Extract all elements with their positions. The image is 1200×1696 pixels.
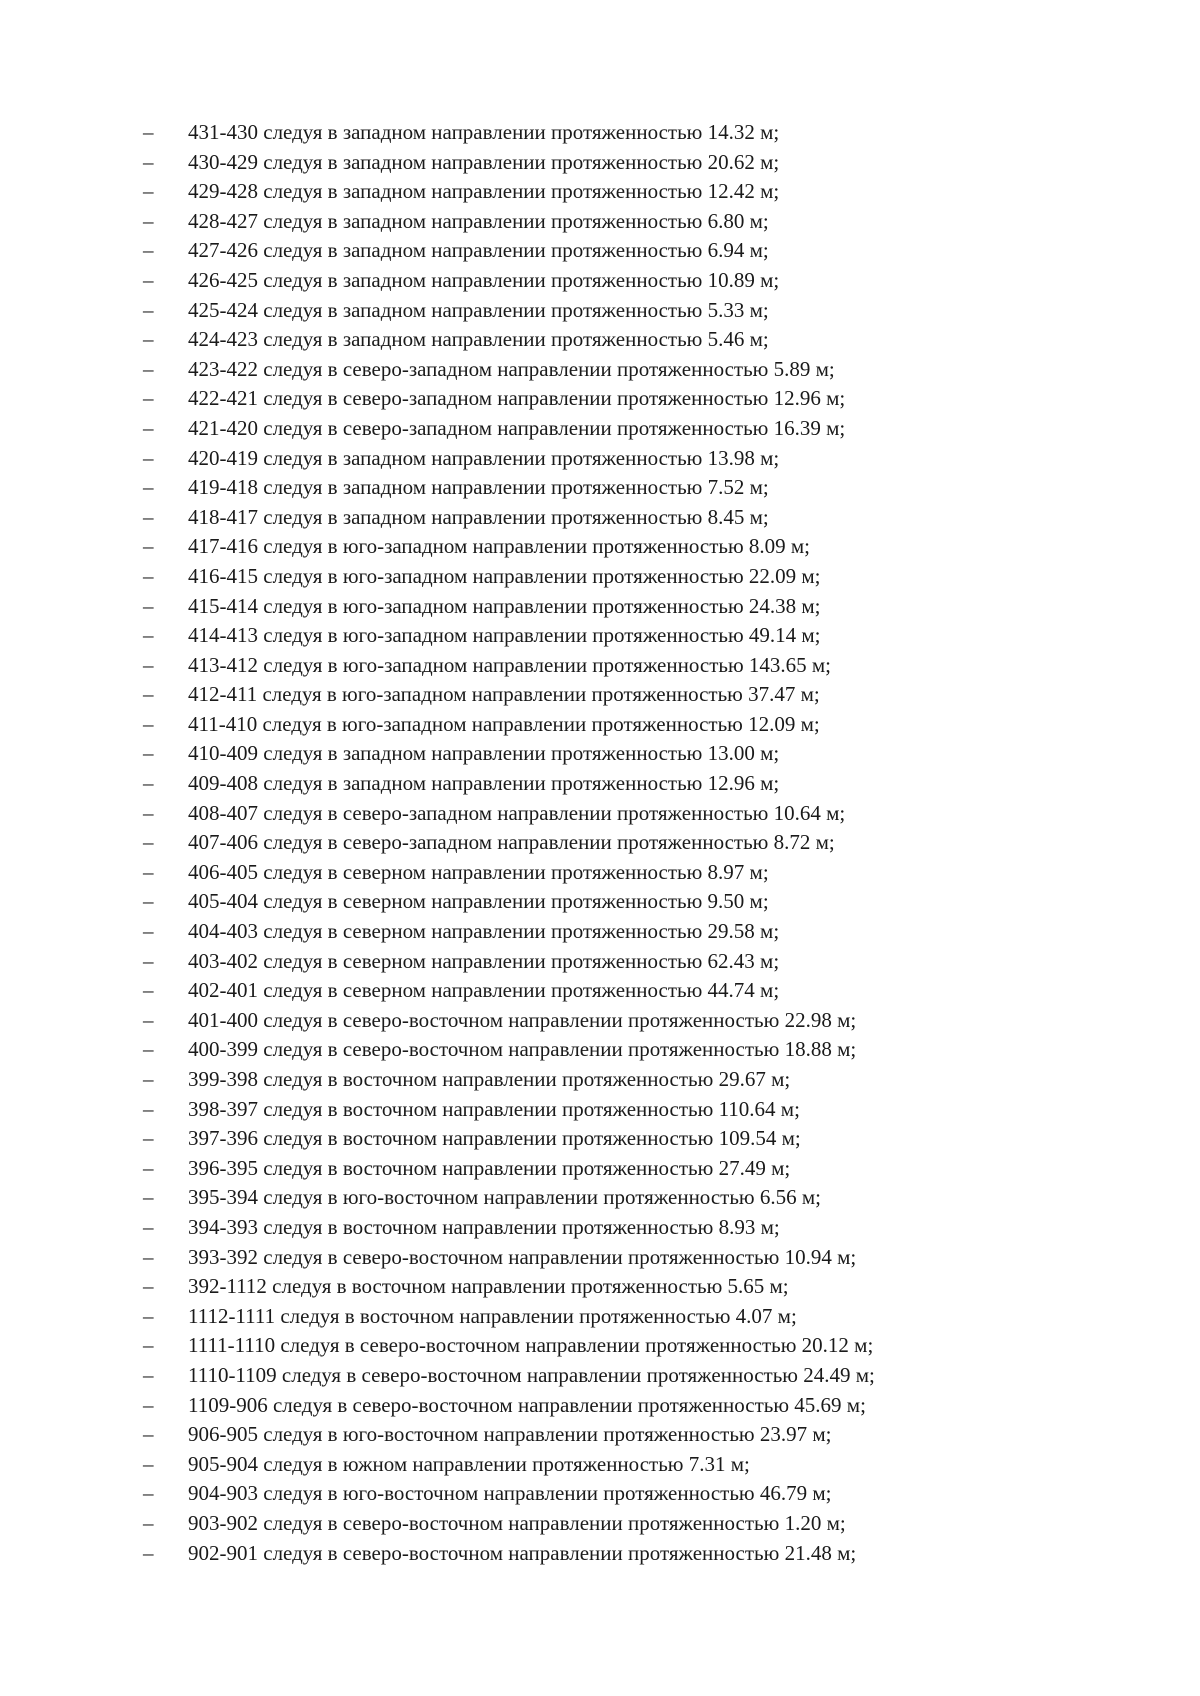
list-item	[0, 1302, 1200, 1332]
list-item	[0, 887, 1200, 917]
dash-bullet: –	[143, 1540, 154, 1565]
segment-description: 428-427 следуя в западном направлении протяженностью 6.80 м;	[188, 208, 769, 233]
dash-bullet: –	[143, 652, 154, 677]
segment-description: 423-422 следуя в северо-западном направлении протяженностью 5.89 м;	[188, 356, 835, 381]
list-item	[0, 296, 1200, 326]
segment-description: 419-418 следуя в западном направлении протяженностью 7.52 м;	[188, 475, 769, 500]
dash-bullet: –	[143, 1333, 154, 1358]
list-item	[0, 1272, 1200, 1302]
dash-bullet: –	[143, 297, 154, 322]
dash-bullet: –	[143, 1126, 154, 1151]
dash-bullet: –	[143, 1037, 154, 1062]
list-item	[0, 592, 1200, 622]
list-item	[0, 1479, 1200, 1509]
dash-bullet: –	[143, 415, 154, 440]
segment-description: 430-429 следуя в западном направлении протяженностью 20.62 м;	[188, 149, 780, 174]
list-item	[0, 1361, 1200, 1391]
dash-bullet: –	[143, 623, 154, 648]
dash-bullet: –	[143, 386, 154, 411]
segment-description: 415-414 следуя в юго-западном направлении протяженностью 24.38 м;	[188, 593, 821, 618]
list-item	[0, 503, 1200, 533]
list-item	[0, 799, 1200, 829]
segment-description: 420-419 следуя в западном направлении протяженностью 13.98 м;	[188, 445, 780, 470]
segment-description: 409-408 следуя в западном направлении протяженностью 12.96 м;	[188, 771, 780, 796]
dash-bullet: –	[143, 327, 154, 352]
list-item	[0, 473, 1200, 503]
segment-description: 413-412 следуя в юго-западном направлении протяженностью 143.65 м;	[188, 652, 832, 677]
list-item	[0, 1391, 1200, 1421]
dash-bullet: –	[143, 534, 154, 559]
dash-bullet: –	[143, 238, 154, 263]
dash-bullet: –	[143, 1392, 154, 1417]
list-item	[0, 1095, 1200, 1125]
segment-description: 395-394 следуя в юго-восточном направлении протяженностью 6.56 м;	[188, 1185, 821, 1210]
list-item	[0, 1006, 1200, 1036]
dash-bullet: –	[143, 1007, 154, 1032]
segment-description: 398-397 следуя в восточном направлении протяженностью 110.64 м;	[188, 1096, 800, 1121]
list-item	[0, 1183, 1200, 1213]
dash-bullet: –	[143, 1451, 154, 1476]
dash-bullet: –	[143, 771, 154, 796]
list-item	[0, 1450, 1200, 1480]
dash-bullet: –	[143, 504, 154, 529]
list-item	[0, 1213, 1200, 1243]
segment-description: 410-409 следуя в западном направлении протяженностью 13.00 м;	[188, 741, 780, 766]
segment-description: 408-407 следуя в северо-западном направлении протяженностью 10.64 м;	[188, 800, 846, 825]
dash-bullet: –	[143, 1244, 154, 1269]
segment-description: 393-392 следуя в северо-восточном направлении протяженностью 10.94 м;	[188, 1244, 857, 1269]
list-item	[0, 828, 1200, 858]
segment-description: 421-420 следуя в северо-западном направлении протяженностью 16.39 м;	[188, 415, 846, 440]
list-item	[0, 532, 1200, 562]
segment-description: 416-415 следуя в юго-западном направлении протяженностью 22.09 м;	[188, 563, 821, 588]
dash-bullet: –	[143, 682, 154, 707]
dash-bullet: –	[143, 149, 154, 174]
dash-bullet: –	[143, 741, 154, 766]
list-item	[0, 444, 1200, 474]
list-item	[0, 739, 1200, 769]
segment-description: 401-400 следуя в северо-восточном направлении протяженностью 22.98 м;	[188, 1007, 857, 1032]
segment-description: 394-393 следуя в восточном направлении протяженностью 8.93 м;	[188, 1214, 780, 1239]
segment-description: 404-403 следуя в северном направлении протяженностью 29.58 м;	[188, 919, 780, 944]
segment-description: 397-396 следуя в восточном направлении протяженностью 109.54 м;	[188, 1126, 801, 1151]
dash-bullet: –	[143, 1185, 154, 1210]
segment-description: 902-901 следуя в северо-восточном направлении протяженностью 21.48 м;	[188, 1540, 857, 1565]
list-item	[0, 148, 1200, 178]
segment-description: 422-421 следуя в северо-западном направлении протяженностью 12.96 м;	[188, 386, 846, 411]
list-item	[0, 1331, 1200, 1361]
list-item	[0, 680, 1200, 710]
list-item	[0, 207, 1200, 237]
segment-description: 406-405 следуя в северном направлении протяженностью 8.97 м;	[188, 859, 769, 884]
dash-bullet: –	[143, 1067, 154, 1091]
dash-bullet: –	[143, 948, 154, 973]
dash-bullet: –	[143, 889, 154, 914]
segment-description: 403-402 следуя в северном направлении протяженностью 62.43 м;	[188, 948, 780, 973]
segment-description: 905-904 следуя в южном направлении протяженностью 7.31 м;	[188, 1451, 750, 1476]
dash-bullet: –	[143, 1481, 154, 1506]
segment-description: 405-404 следуя в северном направлении протяженностью 9.50 м;	[188, 889, 769, 914]
dash-bullet: –	[143, 179, 154, 204]
dash-bullet: –	[143, 356, 154, 381]
segment-description: 411-410 следуя в юго-западном направлении протяженностью 12.09 м;	[188, 711, 820, 736]
list-item	[0, 177, 1200, 207]
list-item	[0, 266, 1200, 296]
list-item	[0, 917, 1200, 947]
segment-description: 417-416 следуя в юго-западном направлении протяженностью 8.09 м;	[188, 534, 811, 559]
segment-description: 425-424 следуя в западном направлении протяженностью 5.33 м;	[188, 297, 769, 322]
segment-description: 1112-1111 следуя в восточном направлении протяженностью 4.07 м;	[188, 1303, 797, 1328]
segment-description: 1111-1110 следуя в северо-восточном направлении протяженностью 20.12 м;	[188, 1333, 874, 1358]
segment-description: 402-401 следуя в северном направлении протяженностью 44.74 м;	[188, 978, 780, 1003]
segment-description: 903-902 следуя в северо-восточном направлении протяженностью 1.20 м;	[188, 1510, 846, 1535]
list-item	[0, 355, 1200, 385]
segment-description: 427-426 следуя в западном направлении протяженностью 6.94 м;	[188, 238, 769, 263]
dash-bullet: –	[143, 267, 154, 292]
segment-description: 392-1112 следуя в восточном направлении протяженностью 5.65 м;	[188, 1274, 789, 1299]
list-item	[0, 769, 1200, 799]
segment-description: 426-425 следуя в западном направлении протяженностью 10.89 м;	[188, 267, 780, 292]
list-item	[0, 710, 1200, 740]
list-item	[0, 384, 1200, 414]
list-item	[0, 1065, 1200, 1095]
list-item	[0, 325, 1200, 355]
segment-description: 1110-1109 следуя в северо-восточном направлении протяженностью 24.49 м;	[188, 1362, 875, 1387]
segment-description: 414-413 следуя в юго-западном направлении протяженностью 49.14 м;	[188, 623, 821, 648]
dash-bullet: –	[143, 120, 154, 144]
segment-description: 407-406 следуя в северо-западном направлении протяженностью 8.72 м;	[188, 830, 835, 855]
dash-bullet: –	[143, 800, 154, 825]
list-item	[0, 651, 1200, 681]
list-item	[0, 1154, 1200, 1184]
dash-bullet: –	[143, 1362, 154, 1387]
dash-bullet: –	[143, 208, 154, 233]
list-item	[0, 1539, 1200, 1569]
segment-description: 399-398 следуя в восточном направлении протяженностью 29.67 м;	[188, 1067, 791, 1091]
dash-bullet: –	[143, 475, 154, 500]
dash-bullet: –	[143, 859, 154, 884]
dash-bullet: –	[143, 978, 154, 1003]
dash-bullet: –	[143, 445, 154, 470]
segment-description: 904-903 следуя в юго-восточном направлении протяженностью 46.79 м;	[188, 1481, 832, 1506]
list-item	[0, 118, 1200, 148]
dash-bullet: –	[143, 1214, 154, 1239]
segment-description: 418-417 следуя в западном направлении протяженностью 8.45 м;	[188, 504, 769, 529]
dash-bullet: –	[143, 563, 154, 588]
list-item	[0, 1509, 1200, 1539]
list-item	[0, 1243, 1200, 1273]
list-item	[0, 562, 1200, 592]
segment-description: 396-395 следуя в восточном направлении протяженностью 27.49 м;	[188, 1155, 791, 1180]
list-item	[0, 1124, 1200, 1154]
dash-bullet: –	[143, 1422, 154, 1447]
dash-bullet: –	[143, 1155, 154, 1180]
dash-bullet: –	[143, 830, 154, 855]
dash-bullet: –	[143, 711, 154, 736]
segment-description: 431-430 следуя в западном направлении протяженностью 14.32 м;	[188, 120, 780, 144]
dash-bullet: –	[143, 919, 154, 944]
list-item	[0, 621, 1200, 651]
list-item	[0, 858, 1200, 888]
segment-description: 906-905 следуя в юго-восточном направлении протяженностью 23.97 м;	[188, 1422, 832, 1447]
segment-description: 429-428 следуя в западном направлении протяженностью 12.42 м;	[188, 179, 780, 204]
dash-bullet: –	[143, 1510, 154, 1535]
dash-bullet: –	[143, 1274, 154, 1299]
segment-description: 400-399 следуя в северо-восточном направлении протяженностью 18.88 м;	[188, 1037, 857, 1062]
list-item	[0, 1035, 1200, 1065]
list-item	[0, 236, 1200, 266]
dash-bullet: –	[143, 1303, 154, 1328]
segment-description: 424-423 следуя в западном направлении протяженностью 5.46 м;	[188, 327, 769, 352]
dash-bullet: –	[143, 1096, 154, 1121]
segment-description: 412-411 следуя в юго-западном направлении протяженностью 37.47 м;	[188, 682, 820, 707]
boundary-segment-list	[0, 118, 1200, 1568]
dash-bullet: –	[143, 593, 154, 618]
segment-description: 1109-906 следуя в северо-восточном направлении протяженностью 45.69 м;	[188, 1392, 866, 1417]
list-item	[0, 947, 1200, 977]
list-item	[0, 414, 1200, 444]
list-item	[0, 1420, 1200, 1450]
list-item	[0, 976, 1200, 1006]
